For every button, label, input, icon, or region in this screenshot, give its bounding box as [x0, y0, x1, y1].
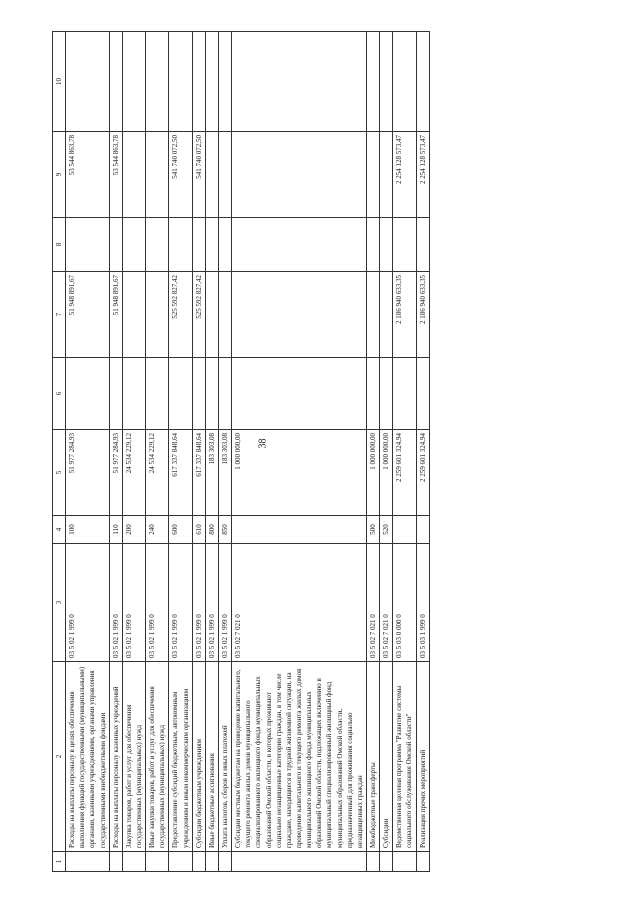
cell-index	[169, 852, 192, 872]
table-row	[169, 32, 192, 872]
cell-c7: 2 186 940 633,35	[416, 272, 429, 358]
cell-vr: 850	[218, 516, 231, 544]
cell-c7	[205, 272, 218, 358]
cell-c5: 1 000 000,00	[232, 430, 367, 516]
table-row	[146, 32, 169, 872]
table-row	[416, 32, 429, 872]
cell-c8	[416, 218, 429, 272]
cell-c6	[66, 358, 110, 430]
table-row	[232, 32, 367, 872]
cell-code: 03 5 02 1 999 0	[109, 544, 122, 662]
cell-index	[122, 852, 145, 872]
cell-c9: 541 740 072,50	[192, 132, 205, 218]
cell-vr	[393, 516, 416, 544]
cell-c10	[66, 32, 110, 132]
header-cell: 10	[53, 32, 66, 132]
cell-c7	[122, 272, 145, 358]
cell-code: 03 5 02 1 999 0	[122, 544, 145, 662]
table-row	[205, 32, 218, 872]
cell-c6	[205, 358, 218, 430]
cell-c5: 617 337 848,64	[169, 430, 192, 516]
cell-c6	[146, 358, 169, 430]
table-row	[192, 32, 205, 872]
cell-c5: 1 000 000,00	[380, 430, 393, 516]
cell-vr	[232, 516, 367, 544]
cell-c8	[218, 218, 231, 272]
cell-c9	[366, 132, 379, 218]
table-row	[380, 32, 393, 872]
cell-c6	[218, 358, 231, 430]
table-row	[122, 32, 145, 872]
cell-name: Иные бюджетные ассигнования	[205, 662, 218, 852]
cell-vr: 240	[146, 516, 169, 544]
cell-c8	[109, 218, 122, 272]
cell-c10	[380, 32, 393, 132]
cell-c6	[366, 358, 379, 430]
cell-name: Иные закупки товаров, работ и услуг для обеспечения государственных (муниципальных) нужд	[146, 662, 169, 852]
cell-code: 03 5 02 1 999 0	[205, 544, 218, 662]
cell-c7: 51 948 891,67	[66, 272, 110, 358]
cell-c5: 24 534 229,12	[122, 430, 145, 516]
cell-name: Предоставление субсидий бюджетным, автономным учреждениям и иным некоммерческим организациям	[169, 662, 192, 852]
cell-vr: 600	[169, 516, 192, 544]
cell-index	[380, 852, 393, 872]
cell-index	[366, 852, 379, 872]
cell-c5: 183 303,08	[205, 430, 218, 516]
cell-c10	[109, 32, 122, 132]
cell-name: Расходы на выплаты персоналу казенных учреждений	[109, 662, 122, 852]
cell-code: 03 5 02 1 999 0	[66, 544, 110, 662]
cell-name: Закупка товаров, работ и услуг для обеспечения государственных (муниципальных) нужд	[122, 662, 145, 852]
cell-code: 03 5 03 1 999 0	[416, 544, 429, 662]
cell-index	[109, 852, 122, 872]
cell-c6	[380, 358, 393, 430]
header-cell: 9	[53, 132, 66, 218]
cell-c5: 2 259 601 324,94	[416, 430, 429, 516]
cell-c8	[169, 218, 192, 272]
cell-c10	[393, 32, 416, 132]
cell-c8	[146, 218, 169, 272]
cell-c9	[218, 132, 231, 218]
cell-c6	[416, 358, 429, 430]
cell-c6	[109, 358, 122, 430]
cell-c7: 525 592 827,42	[169, 272, 192, 358]
cell-code: 03 5 02 7 021 0	[232, 544, 367, 662]
cell-c7	[380, 272, 393, 358]
cell-name: Субсидии	[380, 662, 393, 852]
cell-c5: 617 337 848,64	[192, 430, 205, 516]
header-cell: 2	[53, 662, 66, 852]
header-row	[53, 32, 66, 872]
cell-code: 03 5 02 1 999 0	[218, 544, 231, 662]
cell-index	[66, 852, 110, 872]
cell-c6	[232, 358, 367, 430]
table-row	[66, 32, 110, 872]
cell-vr: 500	[366, 516, 379, 544]
cell-c10	[205, 32, 218, 132]
cell-c9	[205, 132, 218, 218]
cell-c10	[366, 32, 379, 132]
cell-vr: 110	[109, 516, 122, 544]
cell-code: 03 5 02 7 021 0	[380, 544, 393, 662]
cell-c9: 541 740 072,50	[169, 132, 192, 218]
cell-c10	[416, 32, 429, 132]
cell-c5: 51 977 284,93	[66, 430, 110, 516]
cell-c9	[122, 132, 145, 218]
cell-c8	[122, 218, 145, 272]
cell-code: 03 5 03 0 000 0	[393, 544, 416, 662]
cell-index	[393, 852, 416, 872]
cell-c5: 1 000 000,00	[366, 430, 379, 516]
cell-c10	[122, 32, 145, 132]
cell-code: 03 5 02 1 999 0	[192, 544, 205, 662]
table-row	[218, 32, 231, 872]
cell-c7	[218, 272, 231, 358]
cell-code: 03 5 02 1 999 0	[169, 544, 192, 662]
cell-c8	[66, 218, 110, 272]
cell-c10	[192, 32, 205, 132]
page-number: 38	[257, 438, 269, 449]
header-cell: 6	[53, 358, 66, 430]
cell-c5: 51 977 284,93	[109, 430, 122, 516]
cell-c9: 2 254 128 573,47	[416, 132, 429, 218]
header-cell: 4	[53, 516, 66, 544]
cell-name: Уплата налогов, сборов и иных платежей	[218, 662, 231, 852]
header-cell: 1	[53, 852, 66, 872]
cell-vr: 520	[380, 516, 393, 544]
cell-c9	[380, 132, 393, 218]
header-cell: 5	[53, 430, 66, 516]
cell-c8	[192, 218, 205, 272]
cell-c6	[192, 358, 205, 430]
cell-vr: 200	[122, 516, 145, 544]
header-cell: 8	[53, 218, 66, 272]
cell-c8	[380, 218, 393, 272]
cell-vr	[416, 516, 429, 544]
budget-table-rotated	[52, 32, 624, 872]
cell-c7: 2 186 940 633,35	[393, 272, 416, 358]
cell-c10	[218, 32, 231, 132]
header-cell: 7	[53, 272, 66, 358]
cell-name: Субсидии местным бюджетам на проведение капитального, текущего ремонта жилых домов муниципального специализированного жилищного фонда муниципальных образований Омской области, в которых проживают социально незащищенные категории граждан, в том числе граждане, находящиеся в трудной жизненной ситуации, на проведение капитального и текущего ремонта жилых домов муниципального жилищного фонда муниципальных образований Омской области, подлежащих включению в муниципальный специализированный жилищный фонд муниципальных образований Омской области, предназначенный для проживания социально незащищенных граждан	[232, 662, 367, 852]
cell-c9	[232, 132, 367, 218]
cell-c8	[205, 218, 218, 272]
cell-index	[218, 852, 231, 872]
cell-name: Расходы на выплаты персоналу в целях обеспечения выполнения функций государственными (муниципальными) органами, казенными учреждениями, органами управления государственными внебюджетными фондами	[66, 662, 110, 852]
cell-c10	[232, 32, 367, 132]
cell-c8	[393, 218, 416, 272]
cell-c6	[169, 358, 192, 430]
cell-c7	[146, 272, 169, 358]
cell-c7: 51 948 891,67	[109, 272, 122, 358]
cell-c9: 53 544 863,78	[109, 132, 122, 218]
cell-c7	[366, 272, 379, 358]
cell-vr: 100	[66, 516, 110, 544]
cell-c7: 525 592 827,42	[192, 272, 205, 358]
cell-name: Межбюджетные трансферты	[366, 662, 379, 852]
cell-c9	[146, 132, 169, 218]
cell-vr: 800	[205, 516, 218, 544]
cell-c9: 53 544 863,78	[66, 132, 110, 218]
cell-index	[192, 852, 205, 872]
cell-c5: 183 303,08	[218, 430, 231, 516]
cell-index	[146, 852, 169, 872]
header-cell: 3	[53, 544, 66, 662]
cell-c8	[232, 218, 367, 272]
cell-index	[416, 852, 429, 872]
cell-index	[205, 852, 218, 872]
cell-c6	[393, 358, 416, 430]
cell-name: Реализация прочих мероприятий	[416, 662, 429, 852]
cell-c7	[232, 272, 367, 358]
cell-c9: 2 254 128 573,47	[393, 132, 416, 218]
cell-index	[232, 852, 367, 872]
budget-table	[52, 31, 430, 872]
cell-c8	[366, 218, 379, 272]
cell-c10	[146, 32, 169, 132]
cell-code: 03 5 02 7 021 0	[366, 544, 379, 662]
cell-c5: 2 259 601 324,94	[393, 430, 416, 516]
cell-code: 03 5 02 1 999 0	[146, 544, 169, 662]
cell-vr: 610	[192, 516, 205, 544]
table-row	[366, 32, 379, 872]
cell-c5: 24 534 229,12	[146, 430, 169, 516]
cell-name: Субсидии бюджетным учреждениям	[192, 662, 205, 852]
table-row	[109, 32, 122, 872]
cell-name: Ведомственная целевая программа "Развитие системы социального обслуживания Омской области"	[393, 662, 416, 852]
cell-c10	[169, 32, 192, 132]
cell-c6	[122, 358, 145, 430]
table-row	[393, 32, 416, 872]
